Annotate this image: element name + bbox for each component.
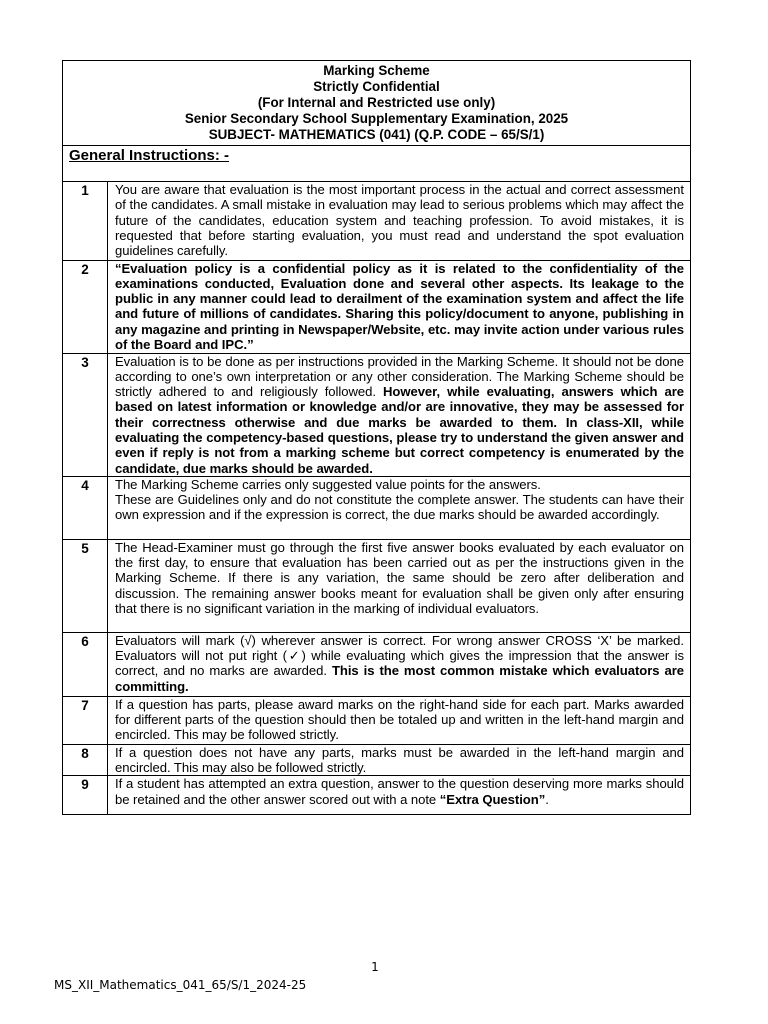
instruction-text [108, 260, 691, 353]
instruction-number: 2 [63, 260, 108, 353]
instruction-body: If a question does not have any parts, marks must be awarded in the left-hand margin and encircled. This may also be followed strictly. [115, 744, 684, 776]
instruction-body: The Head-Examiner must go through the first five answer books evaluated by each evaluator on the first day, to ensure that evaluation has been carried out as per the instructions given in the Marking Scheme. If there is any variation, the same should be zero after deliberation and discussion. The remaining answer books meant for evaluation shall be given only after ensuring that there is no significant variation in the marking of individual evaluators. [115, 539, 684, 617]
instruction-body: You are aware that evaluation is the most important process in the actual and correct assessment of the candidates. A small mistake in evaluation may lead to serious problems which may affect the future of the candidates, education system and teaching profession. To avoid mistakes, it is requested that before starting evaluation, you must read and understand the spot evaluation guidelines carefully. [115, 182, 684, 259]
page-number: 1 [371, 960, 379, 974]
header-restricted-use: (For Internal and Restricted use only) [257, 95, 496, 110]
instruction-row [63, 476, 690, 539]
instruction-tail: . [545, 791, 549, 807]
instruction-text [108, 476, 691, 539]
instruction-row [63, 353, 690, 476]
header-exam-name: Senior Secondary School Supplementary Examination, 2025 [184, 111, 569, 126]
instruction-text [108, 776, 691, 814]
header-confidential: Strictly Confidential [313, 79, 440, 94]
marking-scheme-sheet [62, 60, 691, 815]
instruction-body: Evaluation is to be done as per instructions provided in the Marking Scheme. It should not be done according to one’s own interpretation or any other consideration. The Marking Scheme should be strictly adhered to and religiously followed. [115, 353, 684, 400]
document-code: MS_XII_Mathematics_041_65/S/1_2024-25 [54, 978, 307, 992]
instruction-number: 1 [63, 182, 108, 260]
instruction-number: 8 [63, 744, 108, 776]
instruction-row [63, 260, 690, 353]
instructions-table [63, 182, 690, 814]
instruction-text [108, 744, 691, 776]
header-title: Marking Scheme [323, 63, 430, 78]
document-header [63, 61, 690, 146]
instruction-number: 6 [63, 632, 108, 696]
instruction-row [63, 776, 690, 814]
instruction-body-2: These are Guidelines only and do not constitute the complete answer. The students can have their own expression and if the expression is correct, the due marks should be awarded accordingly. [115, 492, 684, 523]
instruction-body: If a question has parts, please award marks on the right-hand side for each part. Marks awarded for different parts of the question should then be totaled up and written in the left-hand margin and encircled. This may be followed strictly. [115, 696, 684, 743]
instruction-bold: “Evaluation policy is a confidential policy as it is related to the confidentiality of the examinations conducted, Evaluation done and several other aspects. Its leakage to the public in any manner could lead to derailment of the examination system and affect the life and future of millions of candidates. Sharing this policy/document to anyone, publishing in any magazine and printing in Newspaper/Website, etc. may invite action under various rules of the Board and IPC.” [115, 260, 684, 352]
instruction-text [108, 696, 691, 744]
instruction-body: The Marking Scheme carries only suggested value points for the answers. [115, 476, 541, 492]
instruction-body: Evaluators will mark (√) wherever answer is correct. For wrong answer CROSS ‘X’ be marked. Evaluators will not put right (✓) while evaluating which gives the impression that the answer is correct, and no marks are awarded. [115, 632, 684, 679]
instruction-row [63, 182, 690, 260]
instruction-bold: However, while evaluating, answers which are based on latest information or knowledge and/or are innovative, they may be assessed for their correctness otherwise and due marks be awarded to them. In class-XII, while evaluating the competency-based questions, please try to understand the given answer and even if reply is not from a marking scheme but correct competency is enumerated by the candidate, due marks should be awarded. [115, 384, 684, 476]
instruction-bold: “Extra Question” [439, 791, 546, 807]
instruction-text [108, 539, 691, 632]
instruction-row [63, 744, 690, 776]
instruction-row [63, 539, 690, 632]
instruction-number: 3 [63, 353, 108, 476]
instruction-row [63, 632, 690, 696]
instruction-number: 7 [63, 696, 108, 744]
instruction-number: 9 [63, 776, 108, 814]
instruction-bold: This is the most common mistake which evaluators are committing. [115, 663, 684, 694]
instruction-row [63, 696, 690, 744]
instruction-body: If a student has attempted an extra question, answer to the question deserving more marks should be retained and the other answer scored out with a note [115, 776, 684, 807]
instruction-number: 5 [63, 539, 108, 632]
instruction-text [108, 353, 691, 476]
instruction-text [108, 632, 691, 696]
header-subject: SUBJECT- MATHEMATICS (041) (Q.P. CODE – 65/S/1) [208, 127, 545, 142]
general-instructions-row [63, 146, 690, 182]
general-instructions-heading: General Instructions: - [69, 147, 230, 164]
instruction-number: 4 [63, 476, 108, 539]
instruction-text [108, 182, 691, 260]
